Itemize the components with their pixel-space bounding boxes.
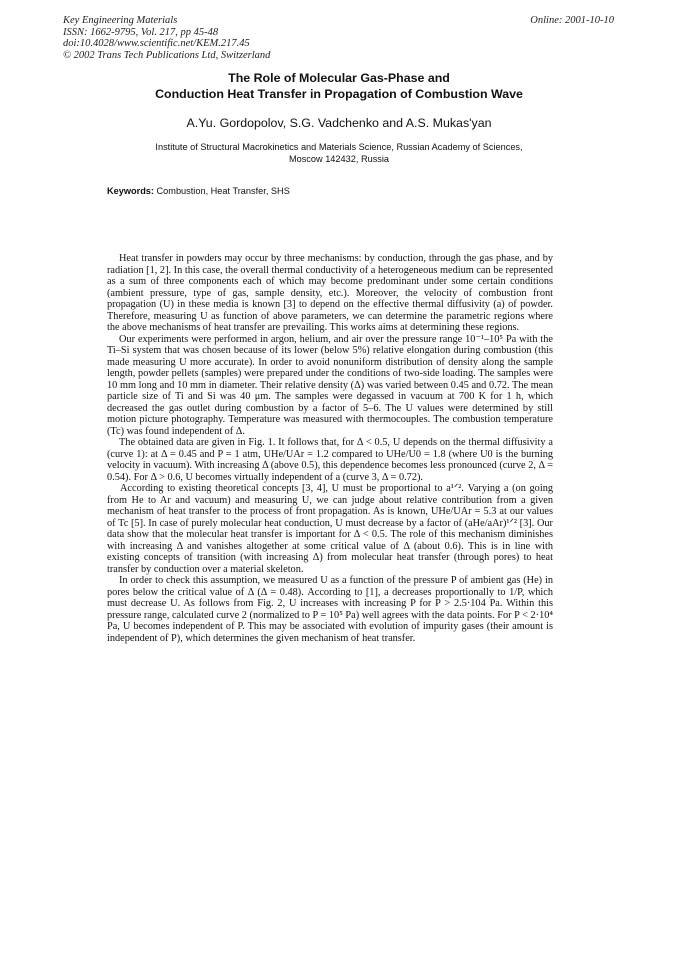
paragraph: The obtained data are given in Fig. 1. It follows that, for Δ < 0.5, U depends on the thermal diffusivity a (curve 1): at Δ = 0.45 and P = 1 atm, UHe/UAr = 1.2 compared to UHe/U0 = 1.8 (where U0 is the burning velocity in vacuum). With increasing Δ (above 0.5), this dependence becomes less pronounced (curve 2, Δ = 0.54). For Δ > 0.6, U becomes virtually independent of a (curve 3, Δ = 0.72).	[107, 437, 553, 483]
paragraph: Heat transfer in powders may occur by three mechanisms: by conduction, through the gas phase, and by radiation [1, 2]. In this case, the overall thermal conductivity of a heterogeneous medium can be represented as a sum of three components each of which may become predominant under some certain conditions (ambient pressure, type of gas, sample density, etc.). Moreover, the velocity of combustion front propagation (U) in these media is known [3] to depend on the effective thermal diffusivity (a) of powder. Therefore, measuring U as function of above parameters, we can determine the parametric regions where the above mechanisms of heat transfer are prevailing. This works aims at determining these regions.	[107, 253, 553, 333]
doi-link[interactable]: doi:10.4028/www.scientific.net/KEM.217.45	[63, 38, 250, 49]
issn-line: ISSN: 1662-9795, Vol. 217, pp 45-48	[63, 26, 219, 38]
journal-name: Key Engineering Materials	[63, 15, 178, 26]
affiliation-line-2: Moscow 142432, Russia	[288, 153, 390, 164]
authors: A.Yu. Gordopolov, S.G. Vadchenko and A.S. Mukas'yan	[186, 116, 492, 130]
affiliation-line-1: Institute of Structural Macrokinetics and Materials Science, Russian Academy of Sciences,	[155, 142, 523, 152]
paragraph: In order to check this assumption, we measured U as a function of the pressure P of ambient gas (He) in pores below the critical value of Δ (Δ = 0.48). According to [1], a decreases proportionally to 1/P, which must decrease U. As follows from Fig. 2, U increases with increasing P for P > 2.5·104 Pa. Within this pressure range, calculated curve 2 (normalized to P = 10⁵ Pa) well agrees with the data points. For P < 2·10⁴ Pa, U becomes independent of P. This may be associated with evolution of impurity gases (their amount is independent of P), which determines the given mechanism of heat transfer.	[107, 575, 553, 644]
body-text	[107, 253, 553, 644]
paragraph: Our experiments were performed in argon, helium, and air over the pressure range 10⁻¹–10⁵ Pa with the Ti–Si system that was chosen because of its lower (below 5%) relative elongation during combustion (this made measuring U more accurate). In order to avoid nonuniform distribution of density along the sample length, powder pellets (samples) were prepared under the conditions of two-side loading. The samples were 10 mm long and 10 mm in diameter. Their relative density (Δ) was varied between 0.45 and 0.72. The mean particle size of Ti and Si was 40 μm. The samples were degassed in vacuum at 700 K for 1 h, which decreased the gas outlet during combustion by a factor of 5–6. The U values were determined by still motion picture photography. Temperature was measured with thermocouples. The combustion temperature (Tc) was found independent of Δ.	[107, 333, 553, 437]
title-line-2: Conduction Heat Transfer in Propagation of Combustion Wave	[155, 87, 523, 101]
keywords	[107, 186, 290, 196]
publication-info	[63, 15, 270, 61]
keywords-label: Keywords:	[107, 186, 154, 196]
keywords-value: Combustion, Heat Transfer, SHS	[156, 186, 290, 196]
paper-title	[60, 70, 618, 102]
online-date: Online: 2001-10-10	[530, 15, 614, 26]
title-line-1: The Role of Molecular Gas-Phase and	[228, 71, 450, 85]
affiliation	[60, 142, 618, 165]
copyright-line: © 2002 Trans Tech Publications Ltd, Switzerland	[63, 49, 271, 61]
paragraph: According to existing theoretical concepts [3, 4], U must be proportional to a¹ᐟ². Varying a (on going from He to Ar and vacuum) and measuring U, we can judge about relative contribution from a given mechanism of heat transfer to the process of front propagation. As is known, UHe/UAr = 5.3 at our values of Tc [5]. In case of purely molecular heat conduction, U must decrease by a factor of (aHe/aAr)¹ᐟ² [3]. Our data show that the molecular heat transfer is important for Δ < 0.5. The role of this mechanism diminishes with increasing Δ and vanishes altogether at some critical value of Δ (about 0.6). This is in line with existing concepts of transition (with increasing Δ) from molecular heat transfer (through pores) to heat transfer by conduction over a material skeleton.	[107, 483, 553, 575]
